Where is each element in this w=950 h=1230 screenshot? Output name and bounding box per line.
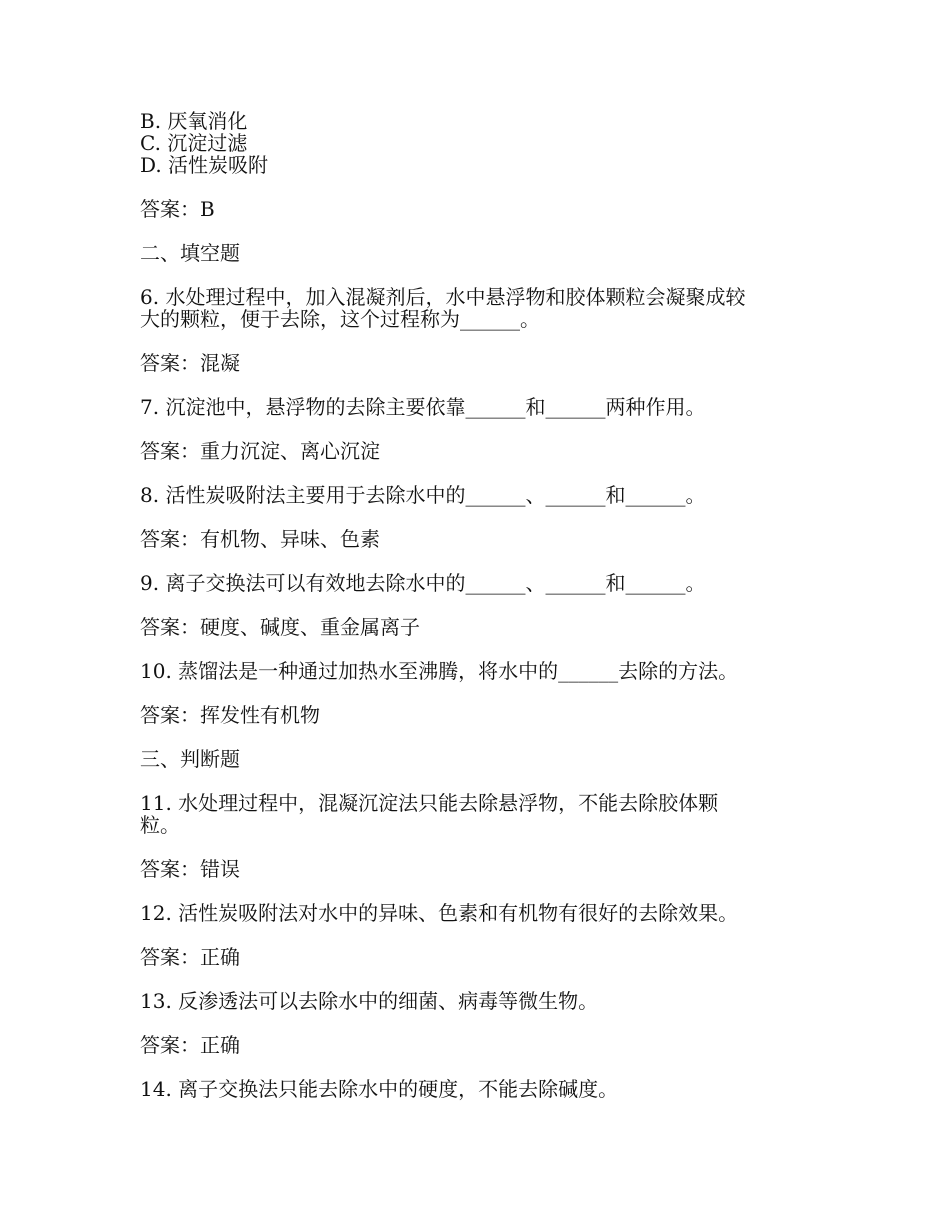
question-10: 10. 蒸馏法是一种通过加热水至沸腾，将水中的______去除的方法。 [140,659,739,683]
question-9: 9. 离子交换法可以有效地去除水中的______、______和______。 [140,571,706,595]
question-14: 14. 离子交换法只能去除水中的硬度，不能去除碱度。 [140,1077,619,1101]
answer-11: 答案：错误 [140,857,240,881]
answer-10: 答案：挥发性有机物 [140,703,320,727]
option-b: B. 厌氧消化 [140,109,248,133]
question-11-line-1: 11. 水处理过程中，混凝沉淀法只能去除悬浮物，不能去除胶体颗 [140,791,719,815]
answer-12: 答案：正确 [140,945,240,969]
question-13: 13. 反渗透法可以去除水中的细菌、病毒等微生物。 [140,989,599,1013]
option-d: D. 活性炭吸附 [140,153,269,177]
document-page [140,110,820,1100]
answer-13: 答案：正确 [140,1033,240,1057]
section-true-false-heading: 三、判断题 [140,747,240,771]
section-fill-in-heading: 二、填空题 [140,241,240,265]
question-12: 12. 活性炭吸附法对水中的异味、色素和有机物有很好的去除效果。 [140,901,739,925]
answer-8: 答案：有机物、异味、色素 [140,527,380,551]
option-c: C. 沉淀过滤 [140,131,248,155]
question-6-line-1: 6. 水处理过程中，加入混凝剂后，水中悬浮物和胶体颗粒会凝聚成较 [140,285,746,309]
question-11-line-2: 粒。 [140,813,180,837]
question-8: 8. 活性炭吸附法主要用于去除水中的______、______和______。 [140,483,706,507]
answer-5: 答案：B [140,197,215,221]
answer-7: 答案：重力沉淀、离心沉淀 [140,439,380,463]
question-7: 7. 沉淀池中，悬浮物的去除主要依靠______和______两种作用。 [140,395,706,419]
answer-6: 答案：混凝 [140,351,240,375]
answer-9: 答案：硬度、碱度、重金属离子 [140,615,420,639]
question-6-line-2: 大的颗粒，便于去除，这个过程称为______。 [140,307,540,331]
